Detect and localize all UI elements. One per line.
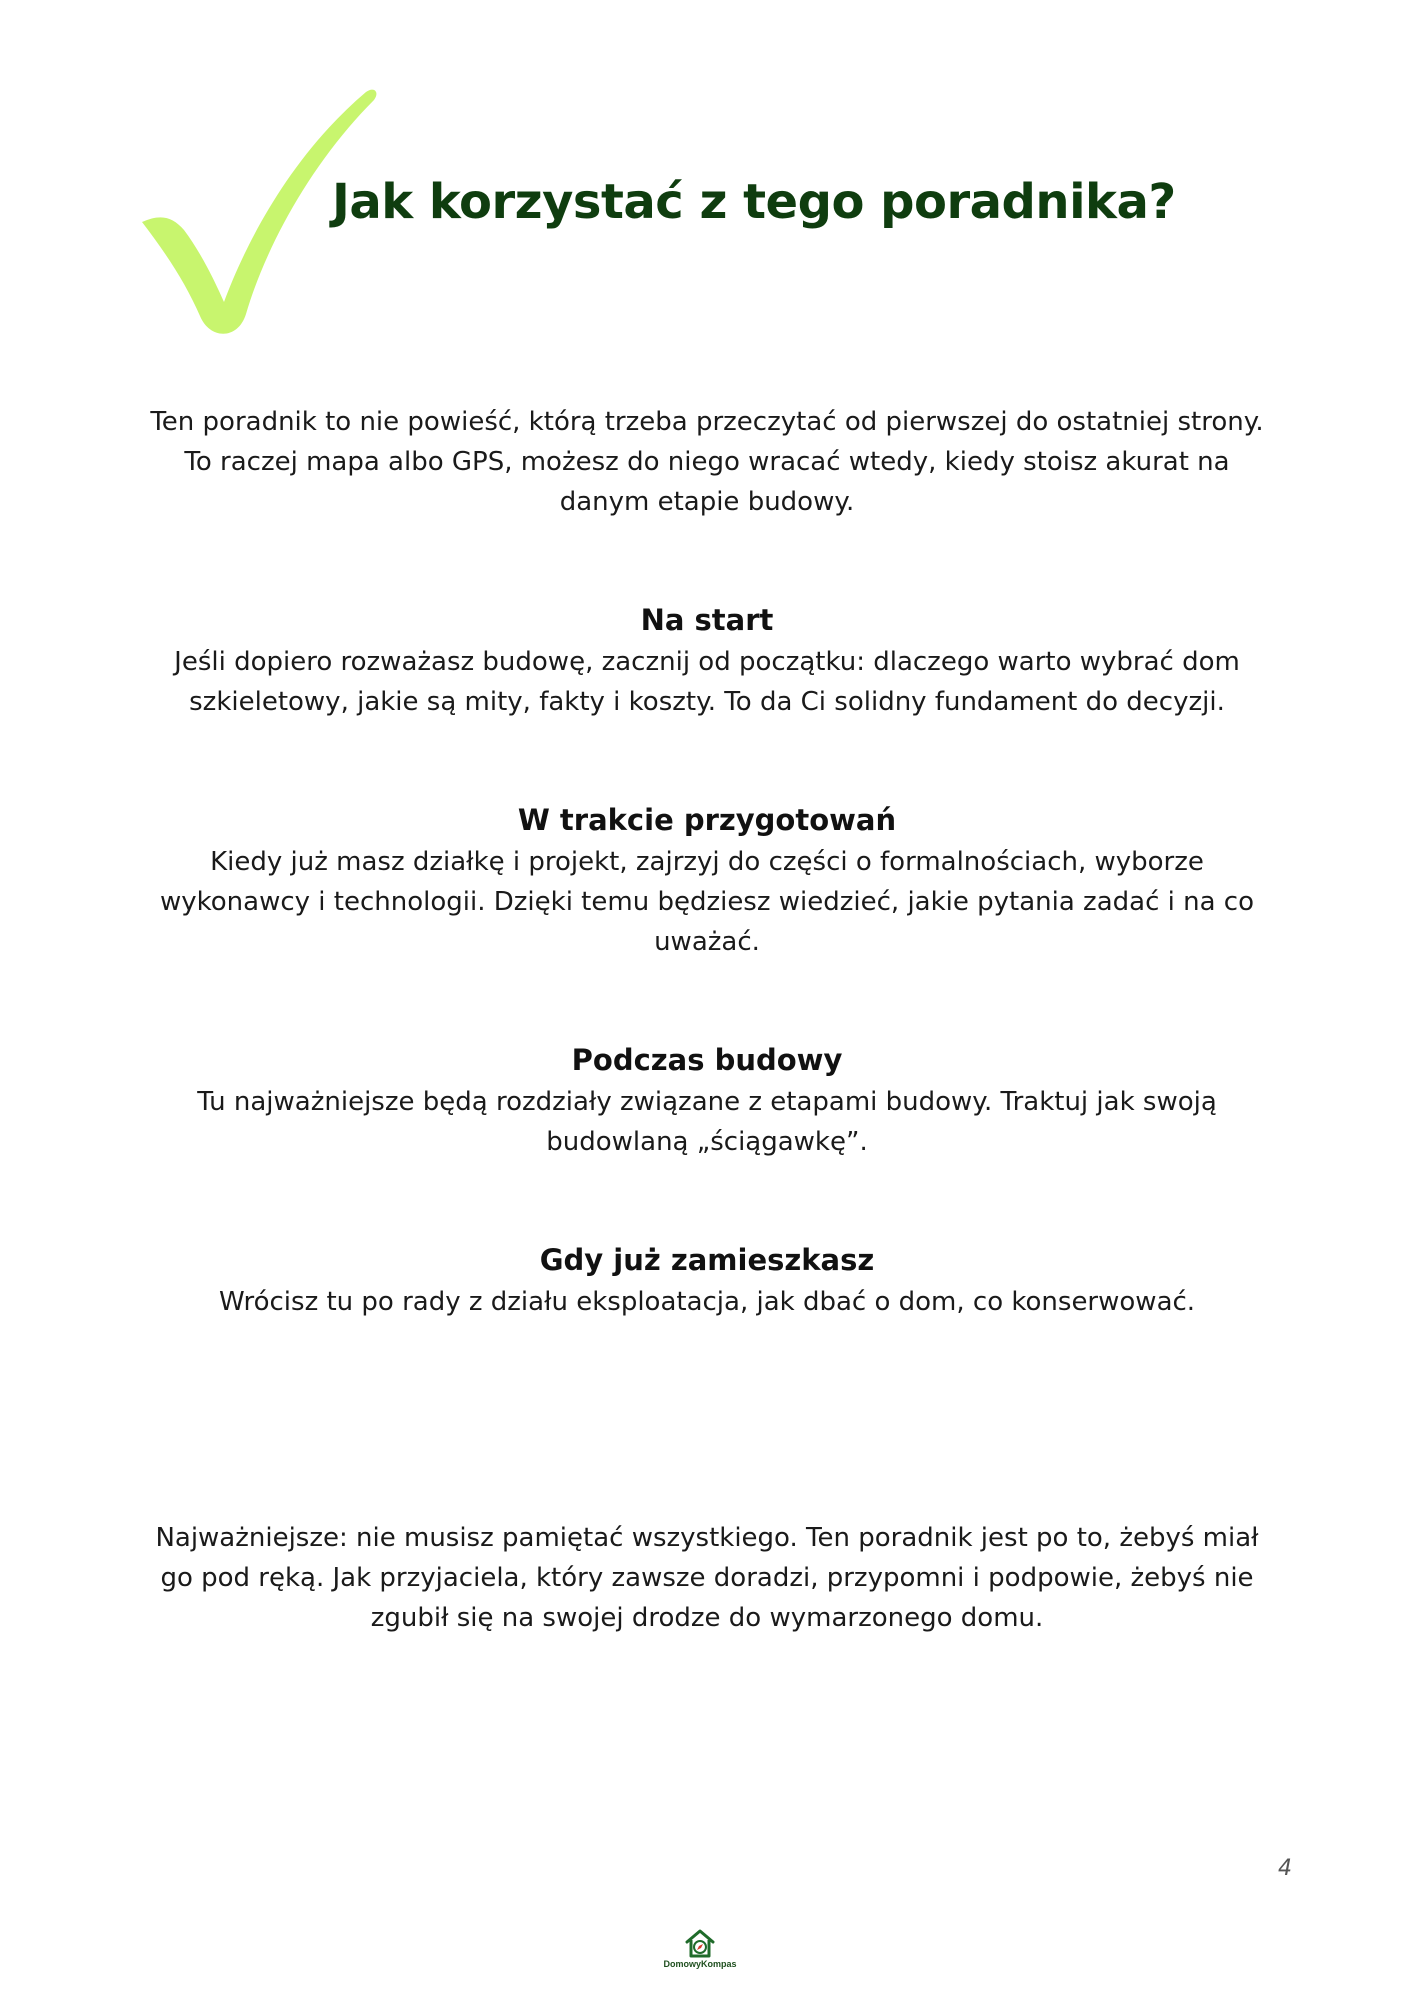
section-text: Tu najważniejsze będą rozdziały związane z etapami budowy. Traktuj jak swoją budowlaną „ściągawkę”.: [197, 1087, 1217, 1157]
house-compass-icon: [684, 1928, 716, 1958]
section-text: Kiedy już masz działkę i projekt, zajrzyj do części o formalnościach, wyborze wykonawcy i technologii. Dzięki temu będziesz wiedzieć, jakie pytania zadać i na co uważać.: [159, 847, 1255, 957]
section-na-start: [140, 598, 1274, 722]
section-text: Jeśli dopiero rozważasz budowę, zacznij od początku: dlaczego warto wybrać dom szkieletowy, jakie są mity, fakty i koszty. To da Ci solidny fundament do decyzji.: [174, 647, 1240, 717]
section-heading: Gdy już zamieszkasz: [539, 1243, 875, 1277]
section-text: Wrócisz tu po rady z działu eksploatacja, jak dbać o dom, co konserwować.: [218, 1287, 1196, 1317]
intro-block: [140, 402, 1274, 522]
footer-logo: [640, 1928, 760, 1988]
page-title: Jak korzystać z tego poradnika?: [332, 174, 1176, 230]
section-gdy-juz-zamieszkasz: [140, 1238, 1274, 1322]
section-heading: W trakcie przygotowań: [517, 803, 897, 837]
section-heading: Podczas budowy: [571, 1043, 843, 1077]
outro-block: [140, 1518, 1274, 1638]
section-heading: Na start: [640, 603, 774, 637]
outro-paragraph: Najważniejsze: nie musisz pamiętać wszystkiego. Ten poradnik jest po to, żebyś miał go pod ręką. Jak przyjaciela, który zawsze doradzi, przypomni i podpowie, żebyś nie zgubił się na swojej drodze do wymarzonego domu.: [155, 1523, 1259, 1633]
logo-text: DomowyKompas: [663, 1959, 737, 1969]
section-podczas-budowy: [140, 1038, 1274, 1162]
intro-paragraph: Ten poradnik to nie powieść, którą trzeba przeczytać od pierwszej do ostatniej strony. To raczej mapa albo GPS, możesz do niego wracać wtedy, kiedy stoisz akurat na danym etapie budowy.: [150, 407, 1264, 517]
section-w-trakcie-przygotowan: [140, 798, 1274, 962]
page-number: 4: [1278, 1856, 1292, 1881]
